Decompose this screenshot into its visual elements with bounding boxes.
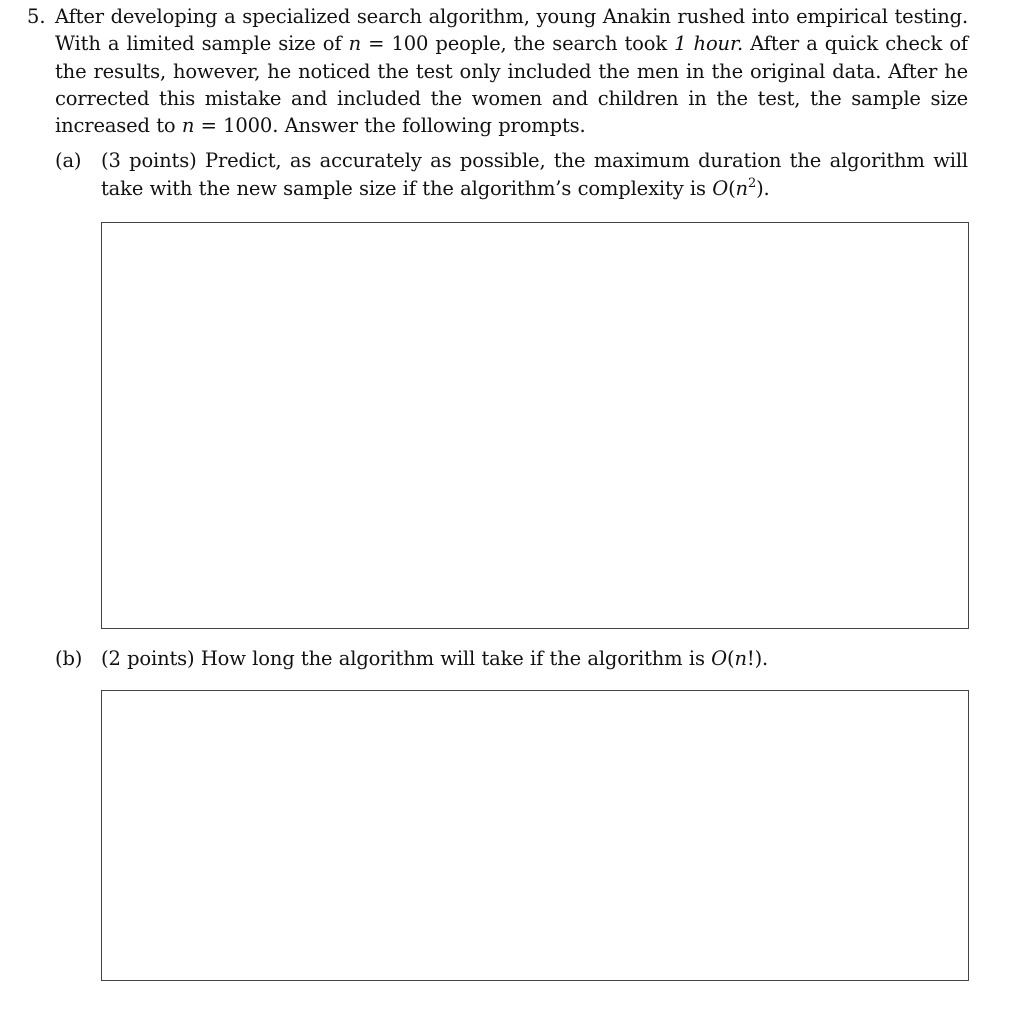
paren-close: ). (754, 647, 769, 670)
part-a (55, 147, 968, 207)
prompt-text-2: = 100 people, the search took (361, 32, 675, 56)
part-a-text: (3 points) Predict, as accurately as possible, the maximum duration the algorithm will take with the new sample size if the algorithm’s complexity is (101, 149, 968, 200)
question-number: 5. (27, 5, 46, 28)
math-variable-n: n (348, 32, 362, 56)
answer-box-b[interactable] (101, 690, 969, 981)
duration-emphasis: 1 hour. (674, 32, 744, 56)
part-a-prompt (101, 147, 968, 203)
prompt-text-3: After a quick check of the results, however, he noticed the test only included the men in the original data. After he corrected this mistake and included the women and children in the test, the sample size increased to (55, 32, 968, 138)
prompt-text-1: After developing a specialized search algorithm, young Anakin rushed into empirical testing. With a limited sample size of (55, 5, 968, 56)
part-b-prompt (101, 645, 968, 673)
question-prompt (55, 3, 968, 139)
paren-open: ( (727, 647, 735, 670)
part-b (55, 645, 968, 675)
part-b-text: (2 points) How long the algorithm will take if the algorithm is (101, 647, 712, 670)
answer-box-a[interactable] (101, 222, 969, 629)
big-o-symbol: O (711, 647, 728, 670)
paren-close: ). (756, 177, 770, 200)
math-variable-n: n (181, 114, 195, 138)
math-variable-n: n (735, 177, 748, 200)
part-b-label: (b) (55, 647, 83, 670)
prompt-text-4: = 1000. Answer the following prompts. (194, 114, 586, 138)
exponent: 2 (747, 176, 757, 191)
math-variable-n: n (734, 647, 747, 670)
paren-open: ( (728, 177, 736, 200)
factorial-symbol: ! (746, 647, 755, 670)
big-o-symbol: O (712, 177, 729, 200)
part-a-label: (a) (55, 149, 82, 172)
